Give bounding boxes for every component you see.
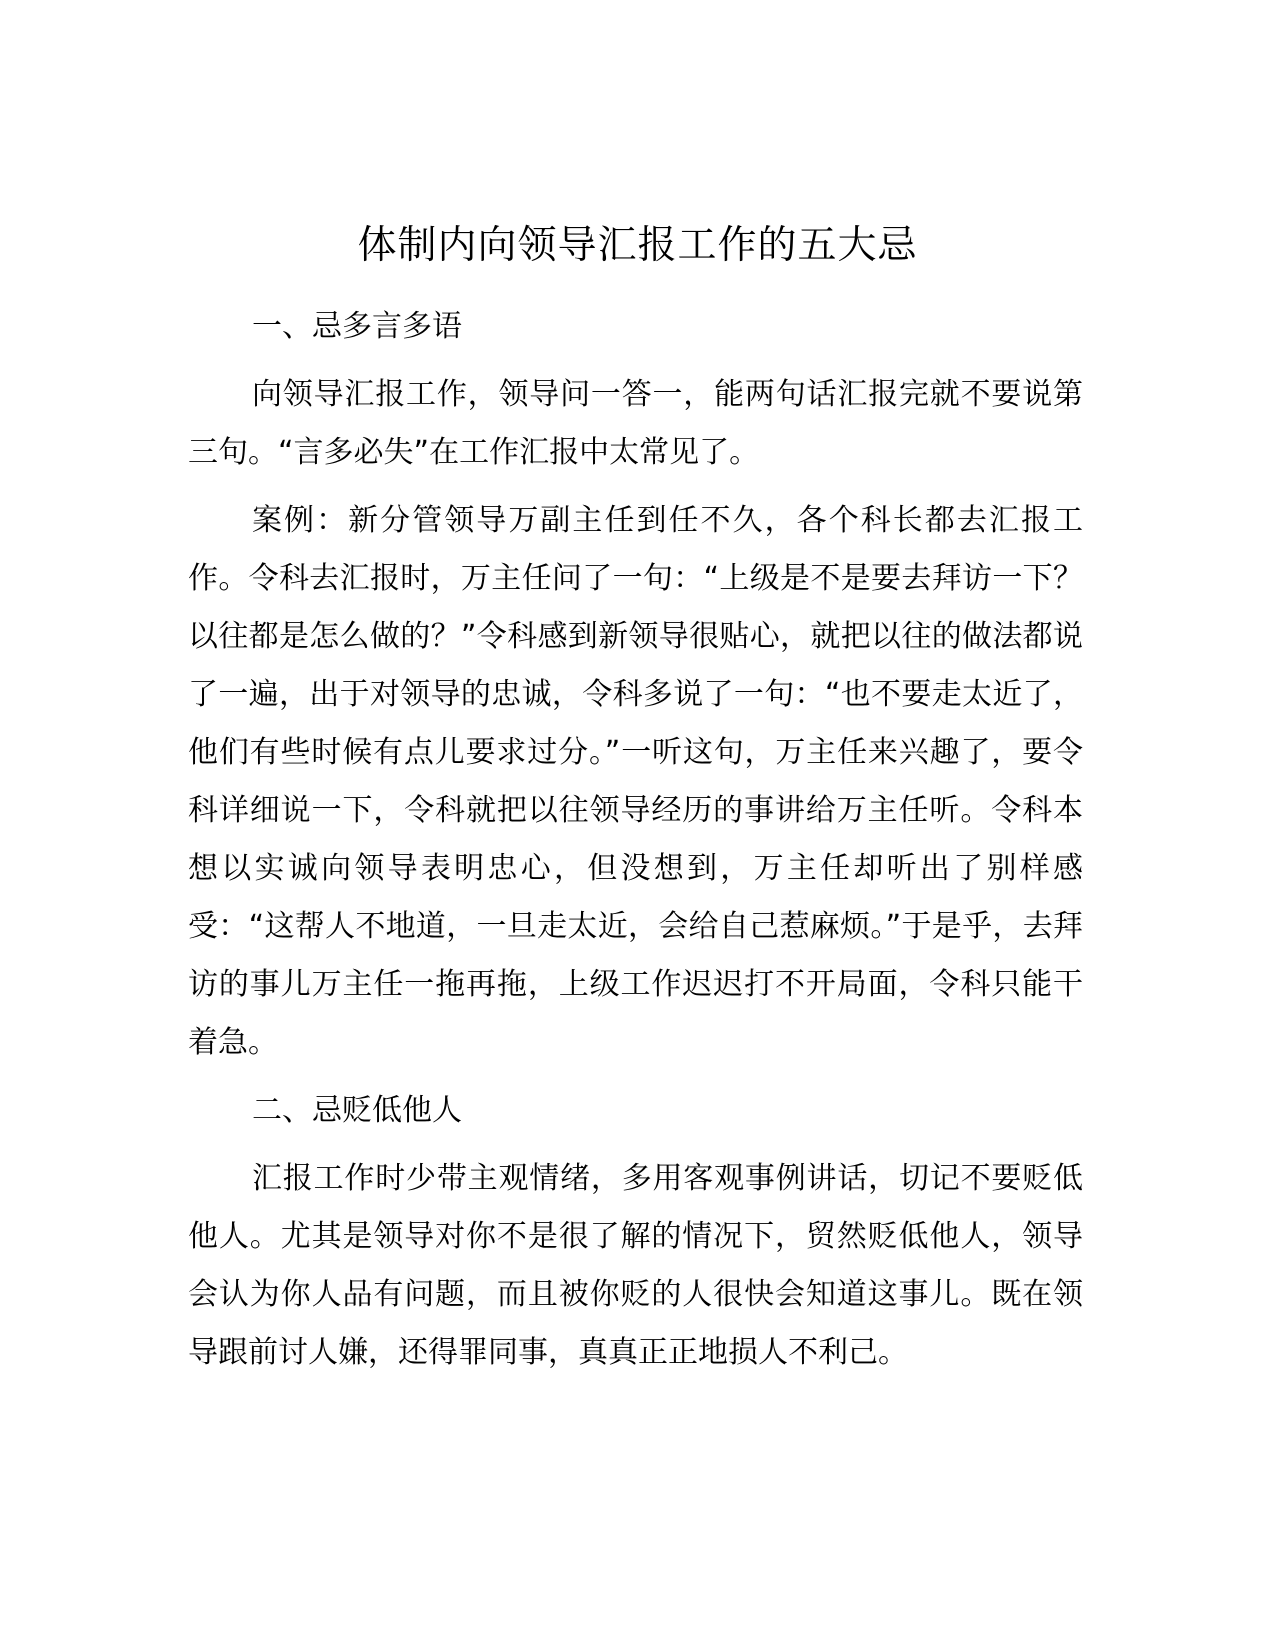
section-heading-2: 二、忌贬低他人 bbox=[252, 1093, 462, 1128]
paragraph-case: 案例：新分管领导万副主任到任不久，各个科长都去汇报工作。令科去汇报时，万主任问了一句：“上级是不是要去拜访一下？以往都是怎么做的？”令科感到新领导很贴心，就把以往的做法都说了一遍，出于对领导的忠诚，令科多说了一句：“也不要走太近了，他们有些时候有点儿要求过分。”一听这句，万主任来兴趣了，要令科详细说一下，令科就把以往领导经历的事讲给万主任听。令科本想以实诚向领导表明忠心，但没想到，万主任却听出了别样感受：“这帮人不地道，一旦走太近，会给自己惹麻烦。”于是乎，去拜访的事儿万主任一拖再拖，上级工作迟迟打不开局面，令科只能干着急。 bbox=[188, 503, 1083, 1060]
paragraph: 向领导汇报工作，领导问一答一，能两句话汇报完就不要说第三句。“言多必失”在工作汇报中太常见了。 bbox=[188, 377, 1083, 470]
document-body bbox=[188, 298, 1083, 1392]
section-heading-1: 一、忌多言多语 bbox=[252, 309, 462, 344]
document-title: 体制内向领导汇报工作的五大忌 bbox=[357, 223, 918, 268]
paragraph: 汇报工作时少带主观情绪，多用客观事例讲话，切记不要贬低他人。尤其是领导对你不是很了解的情况下，贸然贬低他人，领导会认为你人品有问题，而且被你贬的人很快会知道这事儿。既在领导跟前讨人嫌，还得罪同事，真真正正地损人不利己。 bbox=[188, 1161, 1083, 1370]
